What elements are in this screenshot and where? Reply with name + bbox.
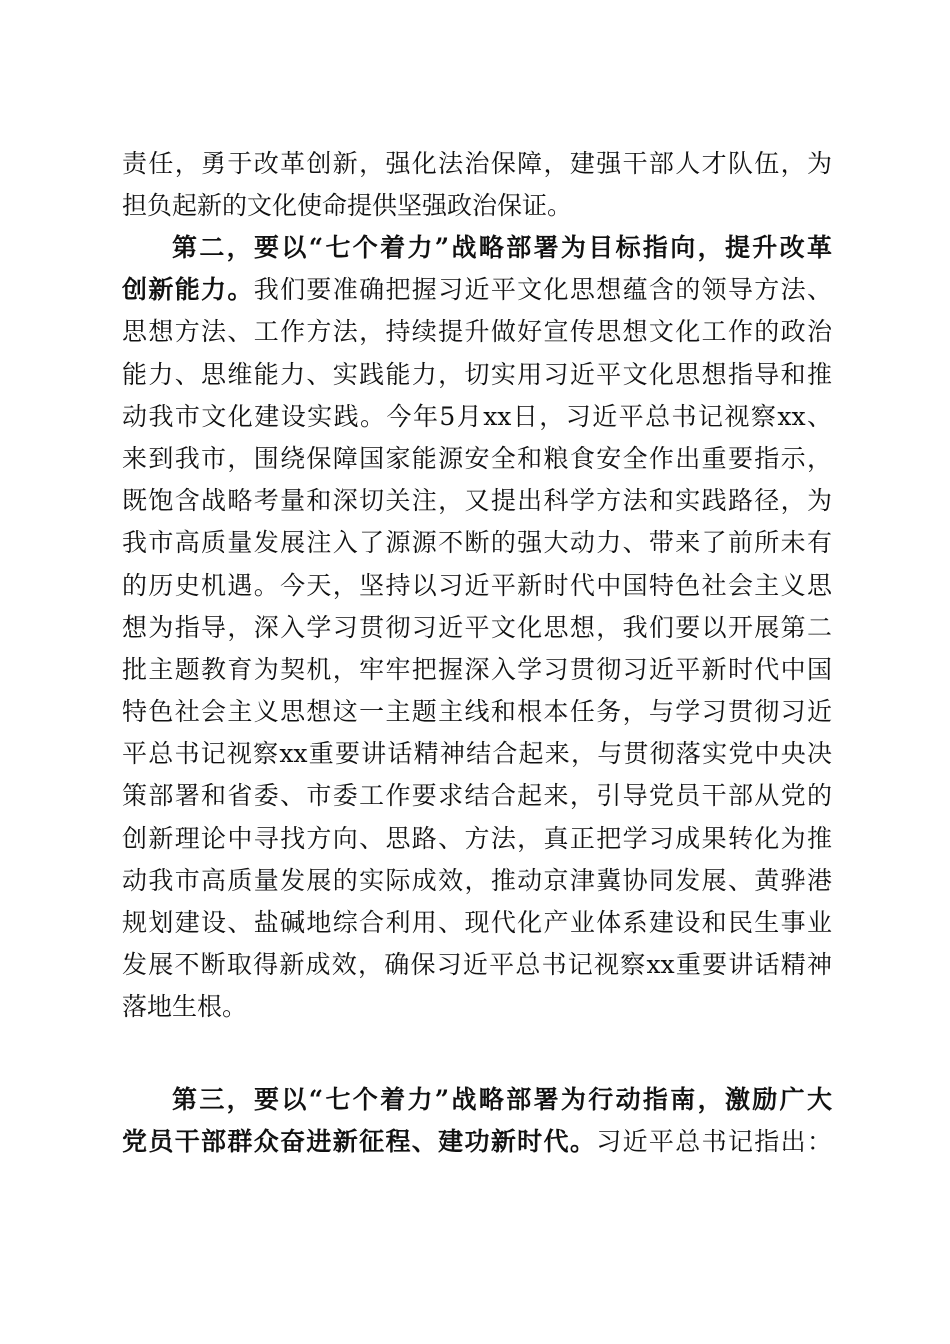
- paragraph-line: 我市高质量发展注入了源源不断的强大动力、带来了前所未有: [122, 528, 832, 558]
- paragraph-line: 既饱含战略考量和深切关注，又提出科学方法和实践路径，为: [122, 486, 832, 516]
- paragraph-3: [122, 1079, 832, 1163]
- paragraph-line: 的历史机遇。今天，坚持以习近平新时代中国特色社会主义思: [122, 570, 832, 600]
- paragraph-2: [122, 227, 832, 1029]
- section-heading-line: 第三，要以“七个着力”战略部署为行动指南，激励广大: [172, 1085, 832, 1114]
- paragraph-line: 能力、思维能力、实践能力，切实用习近平文化思想指导和推: [122, 359, 832, 389]
- paragraph-line: [122, 269, 832, 311]
- paragraph-line: 规划建设、盐碱地综合利用、现代化产业体系建设和民生事业: [122, 908, 832, 937]
- paragraph-line: 动我市文化建设实践。今年5月xx日，习近平总书记视察xx、: [122, 401, 832, 431]
- section-heading-end: 创新能力。: [122, 275, 254, 305]
- paragraph-line: 想为指导，深入学习贯彻习近平文化思想，我们要以开展第二: [122, 612, 832, 642]
- paragraph-line: 批主题教育为契机，牢牢把握深入学习贯彻习近平新时代中国: [122, 654, 832, 684]
- paragraph-line: 担负起新的文化使命提供坚强政治保证。: [122, 191, 573, 221]
- section-heading-end: 党员干部群众奋进新征程、建功新时代。: [122, 1127, 597, 1157]
- paragraph-line: 特色社会主义思想这一主题主线和根本任务，与学习贯彻习近: [122, 697, 832, 727]
- paragraph-line: 落地生根。: [122, 992, 248, 1022]
- section-heading-line: 第二，要以“七个着力”战略部署为目标指向，提升改革: [172, 233, 832, 262]
- paragraph-line: 创新理论中寻找方向、思路、方法，真正把学习成果转化为推: [122, 823, 832, 853]
- paragraph-1: [122, 143, 832, 227]
- paragraph-line: 来到我市，围绕保障国家能源安全和粮食安全作出重要指示，: [122, 443, 832, 473]
- paragraph-line: 平总书记视察xx重要讲话精神结合起来，与贯彻落实党中央决: [122, 739, 832, 769]
- paragraph-line: [122, 1121, 832, 1163]
- paragraph-text: 我们要准确把握习近平文化思想蕴含的领导方法、: [253, 275, 832, 305]
- paragraph-line: 思想方法、工作方法，持续提升做好宣传思想文化工作的政治: [122, 317, 832, 347]
- paragraph-line: 策部署和省委、市委工作要求结合起来，引导党员干部从党的: [122, 781, 832, 811]
- paragraph-line: 动我市高质量发展的实际成效，推动京津冀协同发展、黄骅港: [122, 865, 832, 895]
- paragraph-line: 责任，勇于改革创新，强化法治保障，建强干部人才队伍，为: [122, 149, 832, 178]
- paragraph-text: 习近平总书记指出：: [596, 1127, 832, 1157]
- paragraph-line: 发展不断取得新成效，确保习近平总书记视察xx重要讲话精神: [122, 950, 832, 980]
